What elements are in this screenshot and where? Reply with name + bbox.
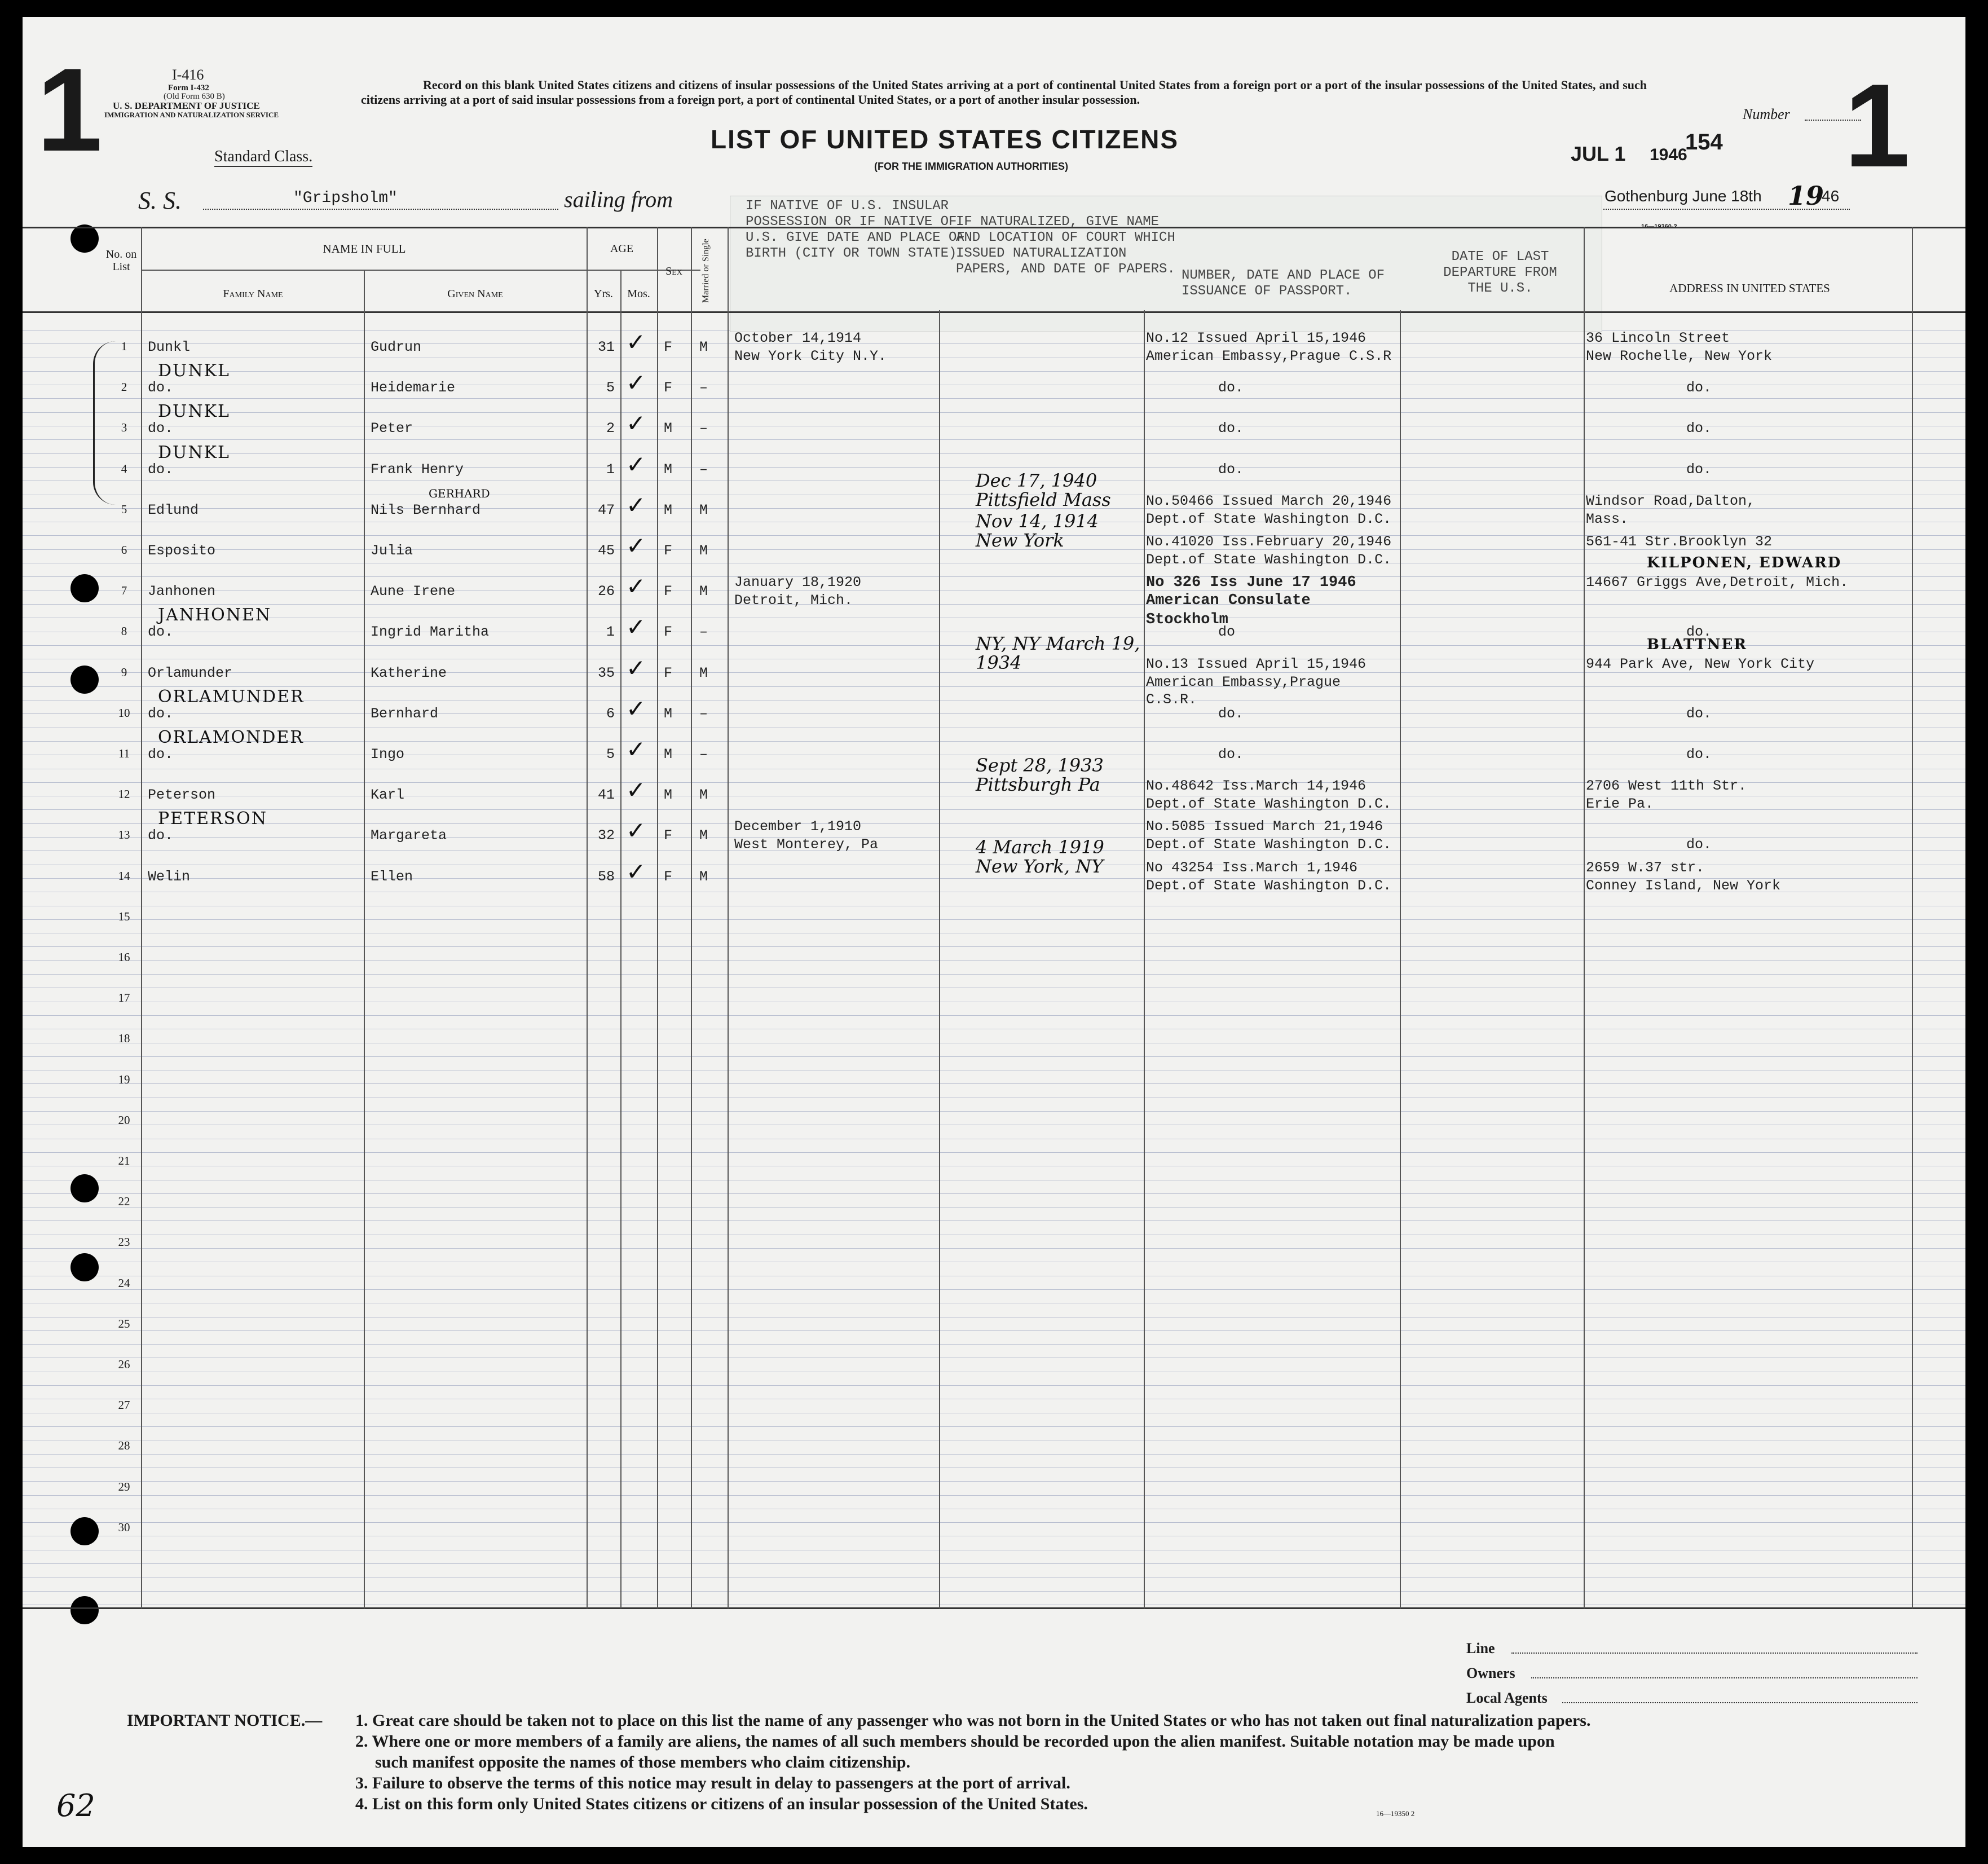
age-check-mark: ✓ xyxy=(626,858,646,885)
family-name-handwritten: ORLAMONDER xyxy=(158,728,304,747)
passport-place: Dept.of State Washington D.C. xyxy=(1146,552,1392,568)
birth-place: West Monterey, Pa xyxy=(734,836,879,853)
row-number: 28 xyxy=(118,1439,130,1452)
married-single: M xyxy=(699,827,708,844)
row-number: 15 xyxy=(118,910,130,923)
age-check-mark: ✓ xyxy=(626,491,646,519)
notice-1: 1. Great care should be taken not to place on this list the name of any passenger who was not born in the United States or who has not taken out final naturalization papers. xyxy=(355,1711,1591,1730)
married-single: – xyxy=(699,746,708,763)
row-number: 7 xyxy=(121,584,127,597)
passport-issue: No 326 Iss June 17 1946 xyxy=(1146,574,1356,591)
age-check-mark: ✓ xyxy=(626,776,646,804)
address-line-1: 2706 West 11th Str. xyxy=(1586,778,1747,794)
family-name: do. xyxy=(148,706,174,722)
naturalization-date: Dec 17, 1940 xyxy=(976,470,1097,491)
married-single: – xyxy=(699,380,708,396)
notice-3: 3. Failure to observe the terms of this notice may result in delay to passengers at the port of arrival. xyxy=(355,1774,1070,1792)
row-number: 9 xyxy=(121,666,127,679)
family-name: do. xyxy=(148,380,174,396)
given-name: Peter xyxy=(371,420,413,437)
address-line-1: do. xyxy=(1686,420,1712,437)
given-name: Ellen xyxy=(371,869,413,885)
birth-date: December 1,1910 xyxy=(734,818,862,835)
age-years: 47 xyxy=(597,502,615,518)
form-sub1: Form I-432 xyxy=(168,83,209,92)
age-years: 1 xyxy=(606,624,615,640)
passport-place: Dept.of State Washington D.C. xyxy=(1146,836,1392,853)
married-single: – xyxy=(699,624,708,640)
big-number-left: 1 xyxy=(37,43,103,176)
header-name-in-full: NAME IN FULL xyxy=(323,242,406,255)
number-label: Number xyxy=(1743,106,1790,122)
row-number: 10 xyxy=(118,706,130,720)
age-check-mark: ✓ xyxy=(626,532,646,559)
naturalization-date: NY, NY March 19, xyxy=(976,633,1140,654)
age-check-mark: ✓ xyxy=(626,735,646,763)
sex: M xyxy=(664,746,673,763)
year-prefix: 19 xyxy=(1788,180,1824,211)
address-line-2: Erie Pa. xyxy=(1586,796,1654,812)
age-years: 1 xyxy=(606,461,615,478)
passport-issue: do. xyxy=(1218,706,1244,722)
address-line-1: Windsor Road,Dalton, xyxy=(1586,493,1756,509)
address-line-2: Mass. xyxy=(1586,511,1629,527)
passport-issue: No.50466 Issued March 20,1946 xyxy=(1146,493,1392,509)
sex: M xyxy=(664,706,673,722)
address-line-1: do. xyxy=(1686,624,1712,640)
header-sex: Sex xyxy=(665,265,682,277)
naturalization-date: 4 March 1919 xyxy=(976,836,1104,858)
given-name: Katherine xyxy=(371,665,447,681)
class-label: Standard Class. xyxy=(214,148,312,167)
naturalization-court: New York xyxy=(976,530,1064,551)
address-line-2: New Rochelle, New York xyxy=(1586,348,1773,364)
notice-2b: such manifest opposite the names of those members who claim citizenship. xyxy=(375,1753,911,1772)
birth-place: Detroit, Mich. xyxy=(734,592,853,609)
naturalization-date: Sept 28, 1933 xyxy=(976,755,1104,776)
family-name: Janhonen xyxy=(148,583,216,600)
header-mos: Mos. xyxy=(627,288,650,300)
passport-place: Dept.of State Washington D.C. xyxy=(1146,796,1392,812)
married-single: M xyxy=(699,869,708,885)
family-name-handwritten: JANHONEN xyxy=(158,605,272,625)
address-handwritten: KILPONEN, EDWARD xyxy=(1647,554,1842,571)
passport-place: American Embassy,Prague C.S.R. xyxy=(1146,674,1341,708)
sex: M xyxy=(664,461,673,478)
naturalization-date: Nov 14, 1914 xyxy=(976,510,1099,532)
passport-issue: No.41020 Iss.February 20,1946 xyxy=(1146,534,1392,550)
row-number: 25 xyxy=(118,1317,130,1330)
line-field xyxy=(1511,1653,1918,1654)
sex: M xyxy=(664,420,673,437)
family-name: Peterson xyxy=(148,787,216,803)
form-sub2: (Old Form 630 B) xyxy=(164,92,225,101)
age-check-mark: ✓ xyxy=(626,613,646,641)
family-name-handwritten: DUNKL xyxy=(158,443,230,462)
given-name-handwritten: GERHARD xyxy=(429,487,490,500)
owners-label: Owners xyxy=(1466,1665,1515,1681)
married-single: – xyxy=(699,420,708,437)
header-yrs: Yrs. xyxy=(594,288,613,300)
age-check-mark: ✓ xyxy=(626,654,646,682)
header-departure: DATE OF LAST DEPARTURE FROM THE U.S. xyxy=(1443,249,1557,296)
address-line-1: 14667 Griggs Ave,Detroit, Mich. xyxy=(1586,574,1849,591)
age-check-mark: ✓ xyxy=(626,695,646,722)
year-suffix: 46 xyxy=(1822,187,1840,205)
sailing-from-value: Gothenburg June 18th xyxy=(1604,187,1762,205)
form-number: I-416 xyxy=(172,67,204,83)
page-title: LIST OF UNITED STATES CITIZENS xyxy=(711,125,1179,154)
header-passport: NUMBER, DATE AND PLACE OF ISSUANCE OF PASSPORT. xyxy=(1182,268,1385,299)
passport-place: Dept.of State Washington D.C. xyxy=(1146,511,1392,527)
age-years: 26 xyxy=(597,583,615,600)
family-name-handwritten: DUNKL xyxy=(158,402,230,421)
header-given-name: Given Name xyxy=(447,288,503,300)
age-check-mark: ✓ xyxy=(626,328,646,356)
agents-field xyxy=(1562,1702,1918,1703)
family-name-handwritten: DUNKL xyxy=(158,361,230,381)
passport-issue: No 43254 Iss.March 1,1946 xyxy=(1146,860,1358,876)
row-number: 20 xyxy=(118,1113,130,1127)
row-number: 19 xyxy=(118,1073,130,1086)
family-name: Dunkl xyxy=(148,339,191,355)
sex: F xyxy=(664,380,673,396)
family-name: do. xyxy=(148,420,174,437)
row-number: 4 xyxy=(121,462,127,475)
sex: F xyxy=(664,583,673,600)
notice-2a: 2. Where one or more members of a family are aliens, the names of all such members should be recorded upon the alien manifest. Suitable notation may be made upon xyxy=(355,1732,1555,1751)
age-years: 45 xyxy=(597,543,615,559)
given-name: Bernhard xyxy=(371,706,439,722)
given-name: Gudrun xyxy=(371,339,422,355)
header-married-single: Married or Single xyxy=(701,239,711,303)
age-years: 6 xyxy=(606,706,615,722)
row-number: 21 xyxy=(118,1154,130,1167)
passport-issue: No.13 Issued April 15,1946 xyxy=(1146,656,1367,672)
header-birth: IF NATIVE OF U.S. INSULAR POSSESSION OR IF NATIVE OF U.S. GIVE DATE AND PLACE OF BIRTH (CITY OR TOWN STATE) xyxy=(746,199,965,261)
passport-issue: No.48642 Iss.March 14,1946 xyxy=(1146,778,1367,794)
address-line-1: do. xyxy=(1686,746,1712,763)
passport-issue: do. xyxy=(1218,380,1244,396)
family-name: Welin xyxy=(148,869,191,885)
birth-date: October 14,1914 xyxy=(734,330,862,346)
row-number: 18 xyxy=(118,1032,130,1045)
married-single: – xyxy=(699,461,708,478)
passport-place: Dept.of State Washington D.C. xyxy=(1146,878,1392,894)
age-check-mark: ✓ xyxy=(626,817,646,844)
naturalization-court: New York, NY xyxy=(976,856,1104,877)
family-name: do. xyxy=(148,461,174,478)
given-name: Ingrid Maritha xyxy=(371,624,490,640)
family-name: do. xyxy=(148,827,174,844)
given-name: Julia xyxy=(371,543,413,559)
age-check-mark: ✓ xyxy=(626,409,646,437)
given-name: Nils Bernhard xyxy=(371,502,481,518)
ship-name: "Gripsholm" xyxy=(293,190,398,207)
list-number: 154 xyxy=(1685,130,1723,155)
owners-field xyxy=(1531,1677,1918,1678)
given-name: Frank Henry xyxy=(371,461,464,478)
address-line-1: 2659 W.37 str. xyxy=(1586,860,1705,876)
record-instructions: Record on this blank United States citizens and citizens of insular possessions of the United States arriving at a port of continental United States from a foreign port or a port of the insular possessions of the United States, and such citizens arriving at a port of said insular possessions from a foreign port, a port of continental United States, or a port of another insular possession. xyxy=(361,78,1647,107)
sex: F xyxy=(664,665,673,681)
row-number: 24 xyxy=(118,1276,130,1290)
address-handwritten: BLATTNER xyxy=(1647,636,1747,653)
age-years: 5 xyxy=(606,380,615,396)
address-line-2: Conney Island, New York xyxy=(1586,878,1781,894)
row-number: 27 xyxy=(118,1398,130,1412)
age-years: 41 xyxy=(597,787,615,803)
service-label: IMMIGRATION AND NATURALIZATION SERVICE xyxy=(104,111,279,119)
row-number: 2 xyxy=(121,380,127,394)
line-label: Line xyxy=(1466,1640,1495,1656)
row-number: 17 xyxy=(118,991,130,1004)
margin-note: 62 xyxy=(56,1788,95,1823)
passport-place: American Embassy,Prague C.S.R xyxy=(1146,348,1392,364)
given-name: Heidemarie xyxy=(371,380,456,396)
sex: F xyxy=(664,624,673,640)
married-single: M xyxy=(699,787,708,803)
married-single: – xyxy=(699,706,708,722)
address-line-1: do. xyxy=(1686,380,1712,396)
row-number: 26 xyxy=(118,1358,130,1371)
header-address: ADDRESS IN UNITED STATES xyxy=(1669,281,1830,295)
manifest-sheet xyxy=(23,17,1965,1847)
row-number: 29 xyxy=(118,1480,130,1493)
notice-title: IMPORTANT NOTICE.— xyxy=(127,1711,323,1730)
address-line-2: do. xyxy=(1686,836,1712,853)
family-name: do. xyxy=(148,624,174,640)
address-line-1: do. xyxy=(1686,461,1712,478)
married-single: M xyxy=(699,339,708,355)
sailing-from-label: sailing from xyxy=(564,187,673,212)
age-years: 35 xyxy=(597,665,615,681)
age-years: 58 xyxy=(597,869,615,885)
row-number: 23 xyxy=(118,1235,130,1249)
naturalization-court: Pittsburgh Pa xyxy=(976,774,1100,795)
sex: F xyxy=(664,869,673,885)
page-subtitle: (FOR THE IMMIGRATION AUTHORITIES) xyxy=(874,161,1068,172)
age-years: 32 xyxy=(597,827,615,844)
naturalization-court: Pittsfield Mass xyxy=(976,489,1111,510)
passport-issue: No.12 Issued April 15,1946 xyxy=(1146,330,1367,346)
row-number: 6 xyxy=(121,543,127,557)
row-number: 30 xyxy=(118,1521,130,1534)
sex: M xyxy=(664,787,673,803)
row-number: 8 xyxy=(121,624,127,638)
age-years: 31 xyxy=(597,339,615,355)
stamp-date: JUL 1 xyxy=(1571,142,1626,165)
family-bracket xyxy=(93,341,117,505)
age-years: 2 xyxy=(606,420,615,437)
sex: F xyxy=(664,543,673,559)
birth-date: January 18,1920 xyxy=(734,574,862,591)
row-number: 12 xyxy=(118,787,130,801)
agents-label: Local Agents xyxy=(1466,1690,1548,1706)
big-number-right: 1 xyxy=(1844,59,1910,192)
age-check-mark: ✓ xyxy=(626,451,646,478)
row-number: 16 xyxy=(118,950,130,964)
row-number: 11 xyxy=(118,747,130,760)
passenger-rows xyxy=(23,17,1965,1847)
family-name-handwritten: PETERSON xyxy=(158,809,267,829)
header-naturalized: IF NATURALIZED, GIVE NAME AND LOCATION OF COURT WHICH ISSUED NATURALIZATION PAPERS, AND DATE OF PAPERS. xyxy=(956,214,1175,277)
family-name: Esposito xyxy=(148,543,216,559)
passport-issue: do xyxy=(1218,624,1236,640)
family-name: do. xyxy=(148,746,174,763)
birth-place: New York City N.Y. xyxy=(734,348,887,364)
address-line-1: 36 Lincoln Street xyxy=(1586,330,1730,346)
married-single: M xyxy=(699,665,708,681)
notice-4: 4. List on this form only United States citizens or citizens of an insular possession of the United States. xyxy=(355,1795,1088,1813)
row-number: 13 xyxy=(118,828,130,841)
row-number: 22 xyxy=(118,1195,130,1208)
family-name-handwritten: ORLAMUNDER xyxy=(158,687,305,707)
row-number: 5 xyxy=(121,503,127,516)
married-single: M xyxy=(699,502,708,518)
ss-label: S. S. xyxy=(138,187,182,214)
row-number: 14 xyxy=(118,869,130,883)
given-name: Karl xyxy=(371,787,405,803)
row-number: 1 xyxy=(121,340,127,353)
sex: F xyxy=(664,827,673,844)
header-family-name: Family Name xyxy=(223,288,283,300)
header-age: AGE xyxy=(610,243,634,255)
passport-issue: No.5085 Issued March 21,1946 xyxy=(1146,818,1383,835)
passport-issue: do. xyxy=(1218,746,1244,763)
row-number: 3 xyxy=(121,421,127,434)
sex: M xyxy=(664,502,673,518)
naturalization-court: 1934 xyxy=(976,652,1022,673)
age-check-mark: ✓ xyxy=(626,572,646,600)
passport-issue: do. xyxy=(1218,420,1244,437)
family-name: Orlamunder xyxy=(148,665,233,681)
passport-issue: do. xyxy=(1218,461,1244,478)
passport-place: American Consulate Stockholm xyxy=(1146,592,1311,628)
footer-print-code: 16—19350 2 xyxy=(1376,1809,1415,1818)
address-line-1: 944 Park Ave, New York City xyxy=(1586,656,1815,672)
age-check-mark: ✓ xyxy=(626,369,646,396)
family-name: Edlund xyxy=(148,502,199,518)
married-single: M xyxy=(699,583,708,600)
stamp-year: 1946 xyxy=(1650,146,1687,164)
sex: F xyxy=(664,339,673,355)
given-name: Aune Irene xyxy=(371,583,456,600)
married-single: M xyxy=(699,543,708,559)
header-no-on-list: No. on List xyxy=(105,248,137,273)
given-name: Ingo xyxy=(371,746,405,763)
age-years: 5 xyxy=(606,746,615,763)
address-line-1: 561-41 Str.Brooklyn 32 xyxy=(1586,534,1773,550)
given-name: Margareta xyxy=(371,827,447,844)
address-line-1: do. xyxy=(1686,706,1712,722)
dept-label: U. S. DEPARTMENT OF JUSTICE xyxy=(113,100,260,111)
